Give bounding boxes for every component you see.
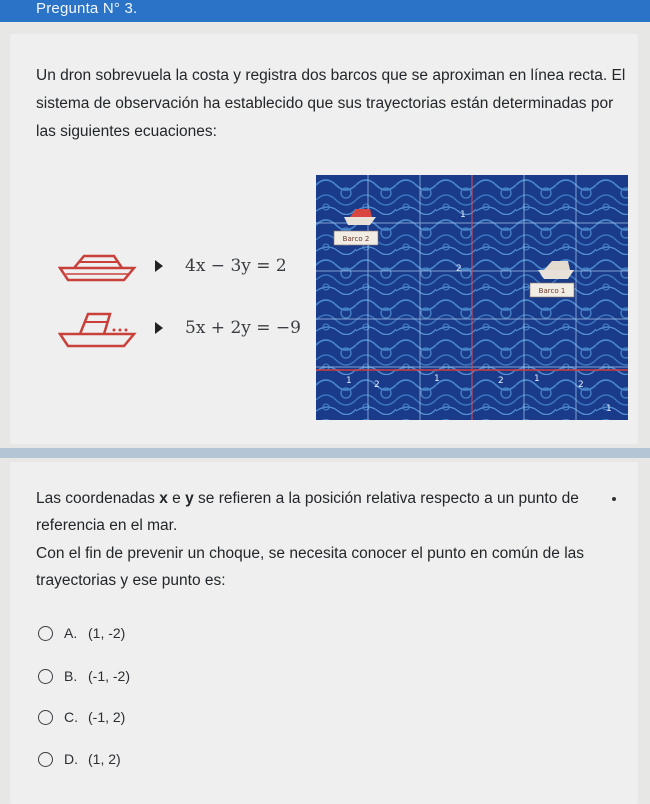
- radio-button[interactable]: [38, 752, 53, 767]
- arrow-right-icon: [155, 322, 163, 334]
- map-grid-number: 1: [434, 374, 440, 384]
- map-grid-number: 1: [606, 404, 612, 414]
- question-title: Pregunta N° 3.: [36, 0, 138, 17]
- question-text-2: Con el fin de prevenir un choque, se necesita conocer el punto en común de las trayectorias y ese punto es:: [36, 545, 585, 589]
- equation-2: 5x + 2y = −9: [185, 318, 301, 338]
- map-grid-number: 1: [534, 374, 540, 384]
- map-boat-1-label: Barco 1: [538, 287, 566, 295]
- radio-button[interactable]: [38, 669, 53, 684]
- map-grid-number: 2: [498, 376, 504, 386]
- section-divider: [0, 448, 650, 458]
- boat-icon: [58, 244, 138, 284]
- map-grid-number: 2: [578, 380, 584, 390]
- option-a[interactable]: A. (1, -2): [38, 622, 125, 644]
- arrow-right-icon: [155, 260, 163, 272]
- radio-button[interactable]: [38, 710, 53, 725]
- marker-dot: [612, 497, 616, 501]
- option-b[interactable]: B. (-1, -2): [38, 665, 130, 687]
- boat-icon: [58, 308, 138, 348]
- map-grid-number: 1: [460, 210, 466, 220]
- map-grid-number: 2: [374, 380, 380, 390]
- map-grid-number: 2: [456, 264, 462, 274]
- map-image: [316, 175, 628, 420]
- map-grid-number: 1: [346, 376, 352, 386]
- header-bar: [0, 0, 650, 22]
- option-c[interactable]: C. (-1, 2): [38, 706, 125, 728]
- intro-text: Un dron sobrevuela la costa y registra dos barcos que se aproximan en línea recta. El sistema de observación ha establecido que sus trayectorias están determinadas por las siguientes ecuaciones:: [36, 67, 626, 140]
- equation-1: 4x − 3y = 2: [185, 256, 287, 276]
- question-text-1: Las coordenadas x e y se refieren a la posición relativa respecto a un punto de referencia en el mar.: [36, 490, 579, 534]
- radio-button[interactable]: [38, 626, 53, 641]
- map-boat-2-label: Barco 2: [342, 235, 370, 243]
- option-d[interactable]: D. (1, 2): [38, 748, 121, 770]
